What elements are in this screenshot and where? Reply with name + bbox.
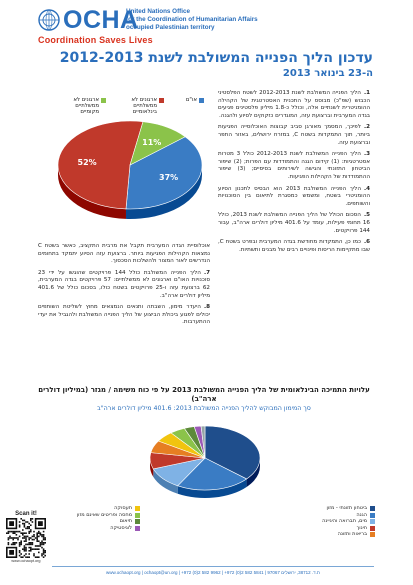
legend-swatch [135,526,140,531]
qr-sub-label: www.ochaopt.org [11,559,41,563]
header [0,0,413,78]
paragraph-number: 8. [203,304,210,311]
paragraph-text: כמו כן, התמקדות מחודשת בגדה המערבית ובפרט בשטח C, שבו מתקיימות הריסות ופינויים רבים של מבנים ותשתיות. [218,239,370,253]
paragraph [218,90,370,120]
pie-slice-label: 37% [159,172,179,182]
legend-label: תיאום [119,518,132,525]
legend-item [60,525,140,532]
legend-item [295,512,375,519]
paragraph-number: 1. [363,90,370,96]
pie-slice-label: 52% [77,157,97,167]
legend-item [60,518,140,525]
sector-chart-subtitle: סך המימון המבוקש להליך הפנייה המשולבת 2013: 401.6 מיליון דולרים ארה"ב [97,405,311,412]
legend-item [114,97,164,116]
tagline: Coordination Saves Lives [38,35,153,45]
paragraph [218,151,370,181]
footer-divider [52,566,374,567]
text-column-right [218,90,370,258]
legend-label: ארגונים לא ממשלתיים מקומיים [73,97,99,116]
paragraph-number: 2. [363,124,370,131]
paragraph [218,212,370,235]
paragraph [218,124,370,147]
ocha-logo-text: OCHA [63,6,139,34]
paragraph-number: 7. [203,269,210,276]
paragraph-text: היעדר מימון, השבתה ותנאים הנמצאים מחוץ לשליטת השותפים יכולים לפגוע ביכולת הביצוע של הליך הפנייה המשולבת ולהגביל את יעדי ההתערבות. [38,304,210,326]
legend-swatch [370,526,375,531]
paragraph-text: הליך הפנייה המשולבת כולל 144 פרויקטים שהוגשו על ידי 23 סוכנויות האו"ם וארגונים לא ממשלתיים: 57 פרויקטים בגדה המערבית, 62 ברצועת עזה ו-25 פרויקטים בשטח כולו, בסכום כולל של 401.6 מיליון דולרים ארה"ב. [38,269,211,299]
paragraph [38,270,210,300]
page-title: עדכון הליך הפנייה המשולבת לשנת 2012-2013 [59,50,373,66]
legend-swatch [135,506,140,511]
legend-label: ביטחון תזונתי - מזון [326,505,367,511]
legend-swatch [199,98,204,103]
paragraph-text: אוכלוסיית הגדה המערבית תקבל את מרבית התקציב, כאשר בשטח C נמצאות הקהילות הפגיעות ביותר. ברצועת עזה הסיוע יתמקד בתחומים הנדרשים לאור המצור ולהשלכות הסכסוך. [38,243,210,265]
sector-legend-left [60,505,140,531]
legend-item [60,512,140,519]
paragraph-text: הליך הפנייה המשולבת לשנת 2012-2013 כולל 3 מטרות אסטרטגיות: (1) קידום הגנה והתמודדות עם הפרות; (2) שיפור הביטחון התזונתי והגישה לשירותים בסיסיים; (3) שיפור ההתמודדות של הקהילות הפגיעות. [218,151,370,180]
paragraph [38,243,210,266]
pie-top-legend [64,97,214,125]
legend-swatch [135,513,140,518]
legend-label: הגנה [356,511,367,518]
paragraph-text: הליך הפנייה המשולבת לשנת 2012-2013 לשטח הפלסטיני הכבוש (שפ"כ) מבוסס על התכנית האסטרטגית של הקהילה ההומניטרית לשנתיים אלה, וכולל כ-1.8 מיליון פלסטינים פגיעים בגדה המערבית וברצועת עזה, המוגדרים כזקוקים לסיוע ולהגנה. [218,90,370,119]
legend-item [295,505,375,512]
paragraph [218,239,370,254]
legend-item [295,531,375,538]
qr-code-icon[interactable] [6,518,46,558]
paragraph-number: 6. [363,239,370,246]
legend-label: תעסוקה [114,505,132,511]
legend-label: מים, תברואה והיגיינה [322,518,367,525]
legend-label: בריאות ותזונה [337,531,367,538]
legend-swatch [135,519,140,524]
legend-item [60,505,140,512]
legend-item [295,518,375,525]
qr-label: Scan it! [15,511,37,517]
legend-item [64,97,106,116]
sector-chart-title: עלויות התמיכה הבינלאומית של הליך הפנייה המשולבת 2013 על פי כוח משימה / מגזר (במיליון דולרים ארה"ב) [38,386,370,403]
footer-contact: www.ochaopt.org | ochaopt@un.org | +972 (0)2 582 9962 | +972 (0)2 582 5841 | ת.ד. 38712, ירושלים 97067 [105,570,321,575]
page-date: ה-23 בינואר 2013 [282,68,373,79]
legend-swatch [370,506,375,511]
legend-swatch [101,98,106,103]
paragraph-number: 4. [363,185,371,192]
legend-label: מחסה ופריטים שאינם מזון [76,511,132,518]
legend-label: או"ם [185,97,197,103]
legend-swatch [370,513,375,518]
paragraph-number: 5. [363,212,370,219]
paragraph-text: הסכום הכולל של הליך הפנייה המשולבת לשנת 2013, כולל 16 תחומי פעילות, עומד על 401.6 מיליון דולרים ארה"ב, עבור 144 פרויקטים. [218,212,370,234]
pie-slice-label: 11% [142,138,162,148]
sector-legend-right [295,505,375,538]
legend-swatch [370,532,375,537]
paragraph [218,186,370,209]
paragraph [38,304,210,327]
legend-label: לוגיסטיקה [110,524,132,531]
text-column-left [38,243,210,331]
legend-item [174,97,204,103]
funding-by-sector-pie-chart [140,414,270,506]
legend-item [295,525,375,532]
un-emblem-icon [38,9,60,31]
legend-swatch [370,519,375,524]
organization-name: United Nations Office for the Coordination of Humanitarian Affairs occupied Palestinian territory [126,8,258,31]
legend-label: ארגונים לא ממשלתיים בינלאומיים [131,97,157,116]
legend-label: חינוך [356,524,367,531]
paragraph-text: לפיכך, המסמך מאורגן סביב קבוצות האוכלוסייה הפגיעות ביותר, תוך התמקדות בשטח C, במזרח ירושלים, באזור התפר וברצועת עזה. [218,124,370,146]
paragraph-text: הליך הפנייה המשולבת 2013 הוא הבסיס לתכנון הסיוע ההומניטרי בשטח, ומשמש כמסגרת לתיאום בין הסוכנויות והשותפים. [218,185,370,207]
legend-swatch [159,98,164,103]
paragraph-number: 3. [363,151,370,158]
